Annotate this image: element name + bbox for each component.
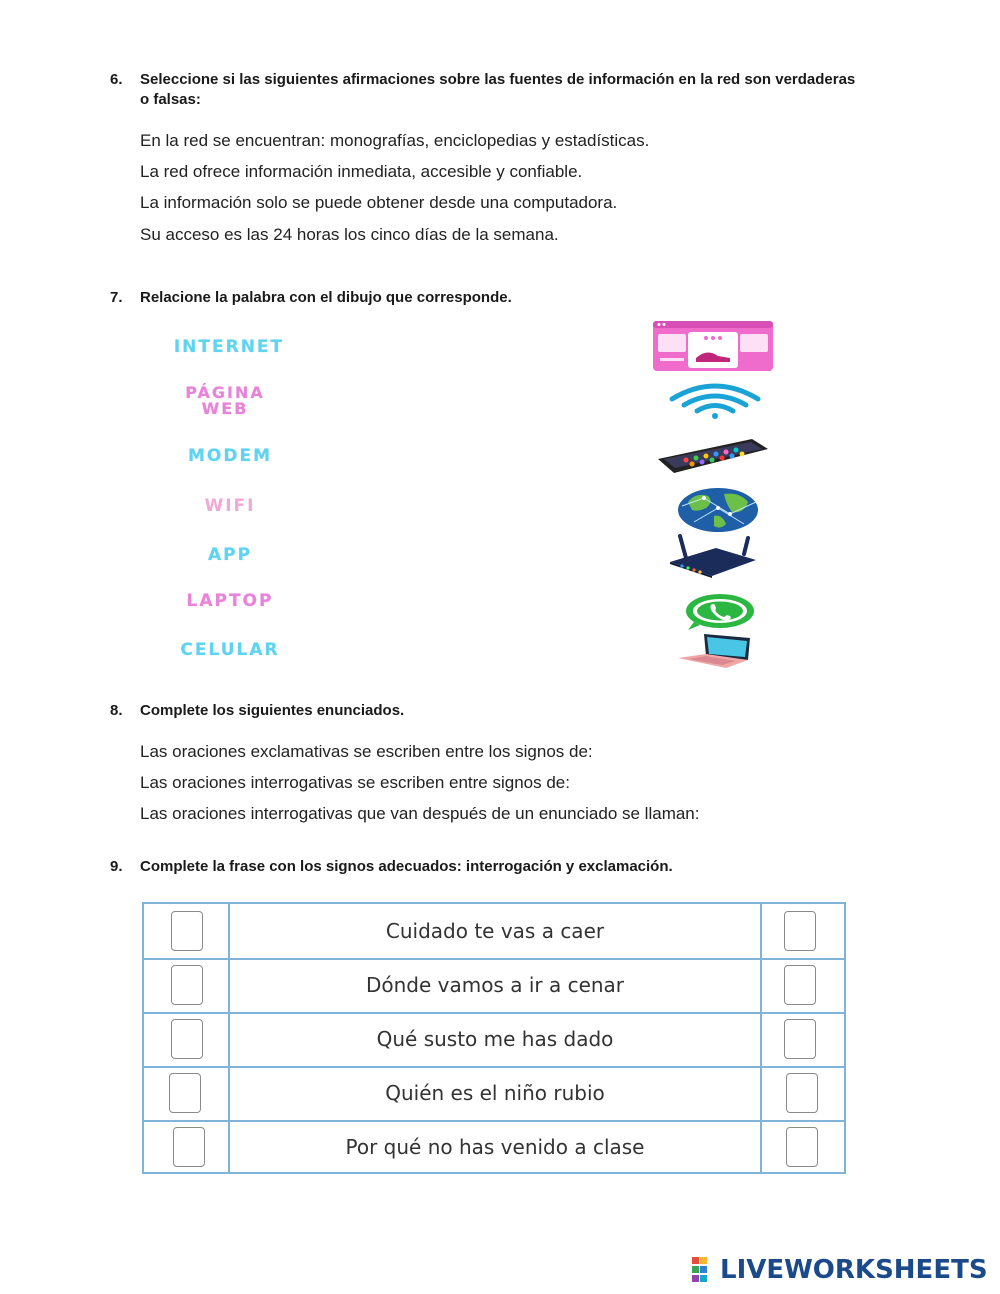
sentence: Qué susto me has dado — [376, 1027, 614, 1051]
opening-sign-box[interactable] — [171, 911, 203, 951]
question-title: Relacione la palabra con el dibujo que corresponde. — [140, 289, 512, 306]
question-number: 6. — [110, 71, 123, 88]
word-app[interactable]: APP — [207, 545, 253, 565]
laptop-icon[interactable] — [676, 632, 754, 670]
opening-sign-box[interactable] — [171, 965, 203, 1005]
punctuation-table — [142, 902, 846, 1174]
opening-sign-box[interactable] — [169, 1073, 201, 1113]
whatsapp-icon[interactable] — [684, 592, 756, 632]
question-number: 7. — [110, 289, 123, 306]
logo-blocks-icon — [692, 1257, 718, 1283]
statement: La red ofrece información inmediata, accesible y confiable. — [140, 162, 583, 181]
wifi-icon[interactable] — [668, 383, 762, 419]
closing-sign-box[interactable] — [784, 965, 816, 1005]
sentence: Dónde vamos a ir a cenar — [365, 973, 625, 997]
closing-sign-box[interactable] — [786, 1073, 818, 1113]
sentence: Quién es el niño rubio — [385, 1081, 605, 1105]
globe-icon[interactable] — [674, 484, 764, 534]
word-modem[interactable]: MODEM — [187, 446, 272, 466]
table-row — [144, 958, 844, 1014]
question-title: Complete la frase con los signos adecuados: interrogación y exclamación. — [140, 858, 673, 875]
statement: Las oraciones exclamativas se escriben entre los signos de: — [140, 742, 593, 761]
word-internet[interactable]: INTERNET — [173, 337, 285, 357]
sentence: Cuidado te vas a caer — [385, 919, 605, 943]
word-pagina-web[interactable]: PÁGINA WEB — [185, 383, 265, 418]
question-title: Complete los siguientes enunciados. — [140, 702, 405, 719]
opening-sign-box[interactable] — [173, 1127, 205, 1167]
smartphone-icon[interactable] — [656, 437, 770, 477]
question-number: 9. — [110, 858, 123, 875]
closing-sign-box[interactable] — [786, 1127, 818, 1167]
logo-text: LIVEWORKSHEETS — [720, 1255, 988, 1285]
statement: Las oraciones interrogativas se escriben entre signos de: — [140, 773, 570, 792]
word-celular[interactable]: CELULAR — [180, 640, 280, 660]
sentence: Por qué no has venido a clase — [345, 1135, 645, 1159]
table-row — [144, 1120, 844, 1174]
statement: Las oraciones interrogativas que van después de un enunciado se llaman: — [140, 804, 700, 823]
table-row — [144, 1012, 844, 1068]
web-page-icon[interactable] — [652, 320, 774, 372]
closing-sign-box[interactable] — [784, 1019, 816, 1059]
word-laptop[interactable]: LAPTOP — [186, 591, 274, 611]
opening-sign-box[interactable] — [171, 1019, 203, 1059]
table-row — [144, 904, 844, 960]
question-number: 8. — [110, 702, 123, 719]
closing-sign-box[interactable] — [784, 911, 816, 951]
statement: En la red se encuentran: monografías, enciclopedias y estadísticas. — [140, 131, 650, 150]
statement: La información solo se puede obtener desde una computadora. — [140, 193, 618, 212]
table-row — [144, 1066, 844, 1122]
statement: Su acceso es las 24 horas los cinco días de la semana. — [140, 225, 559, 244]
router-icon[interactable] — [666, 534, 760, 578]
word-wifi[interactable]: WIFI — [204, 496, 256, 516]
question-title: Seleccione si las siguientes afirmaciones sobre las fuentes de información en la red son verdaderas o falsas: — [140, 71, 856, 108]
